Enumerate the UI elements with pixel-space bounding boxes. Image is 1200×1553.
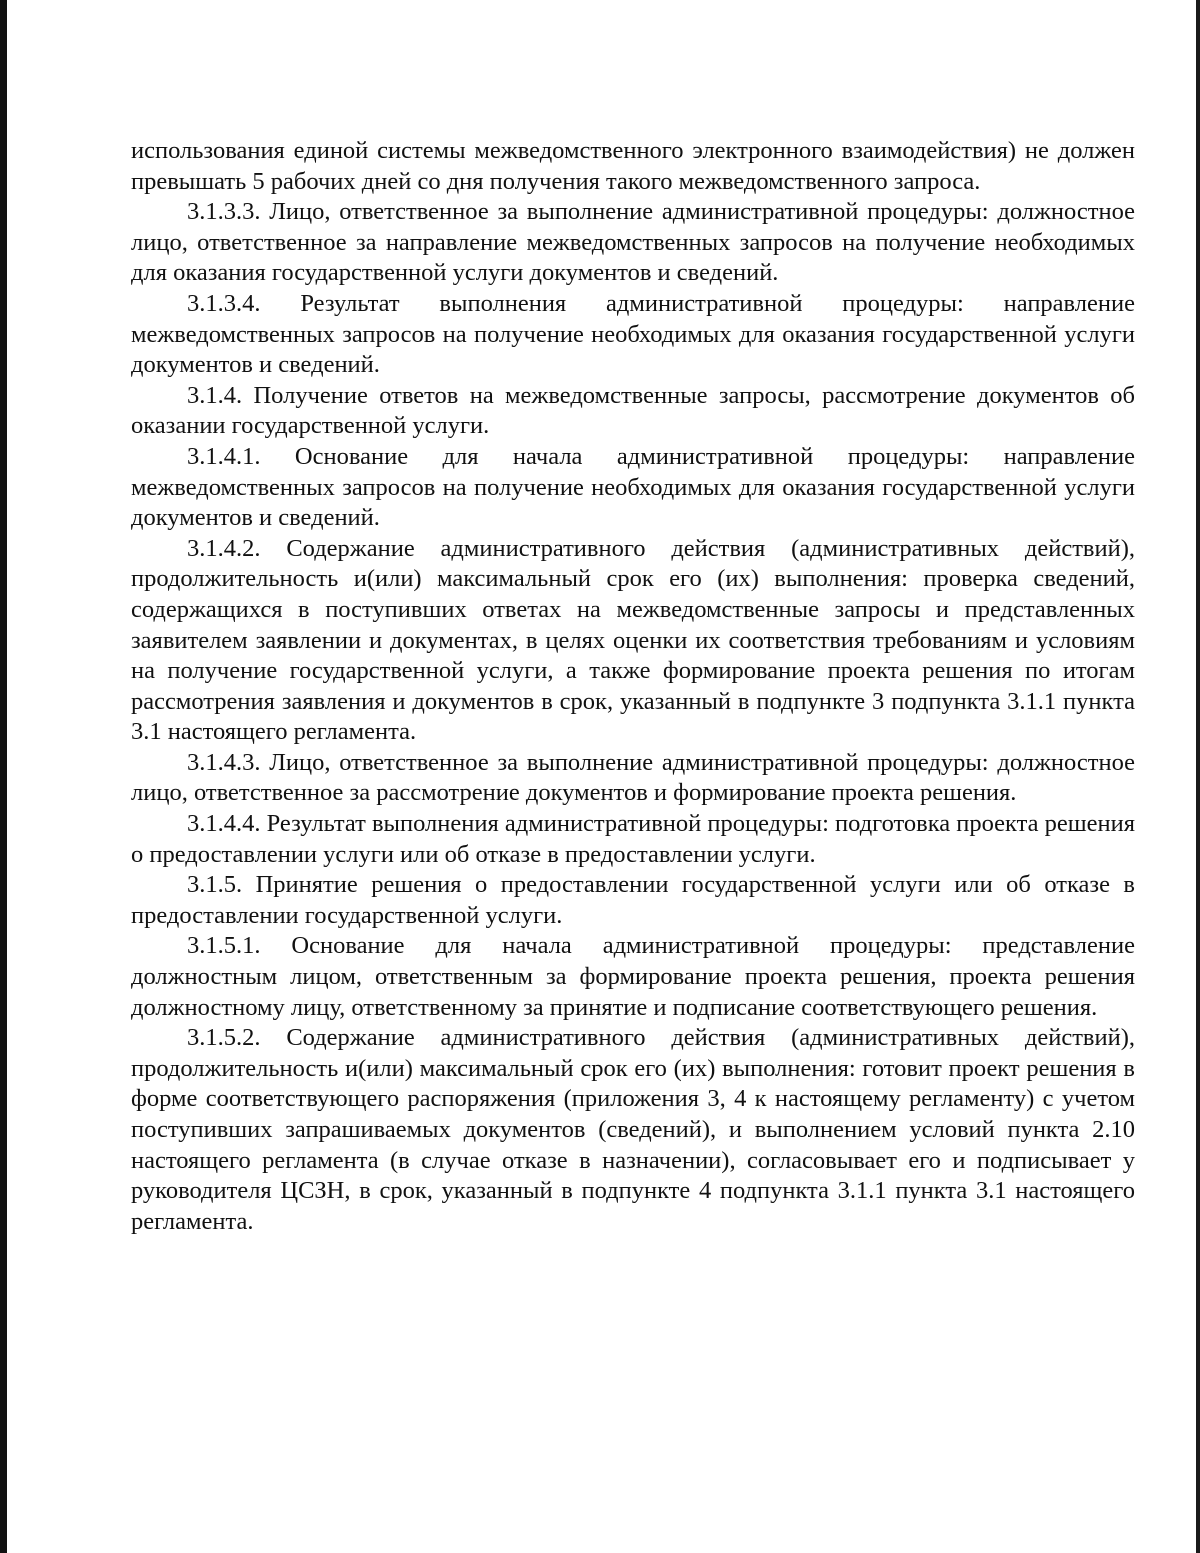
paragraph-3-1-5-2: 3.1.5.2. Содержание административного действия (административных действий), продолжительность и(или) максимальный срок его (их) выполнения: готовит проект решения в форме соответствующего распоряжения (приложения 3, 4 к настоящему регламенту) с учетом поступивших запрашиваемых документов (сведений), и выполнением условий пункта 2.10 настоящего регламента (в случае отказе в назначении), согласовывает его и подписывает у руководителя ЦСЗН, в срок, указанный в подпункте 4 подпункта 3.1.1 пункта 3.1 настоящего регламента. xyxy=(131,1024,1135,1235)
paragraph-3-1-3-4: 3.1.3.4. Результат выполнения административной процедуры: направление межведомственных запросов на получение необходимых для оказания государственной услуги документов и сведений. xyxy=(131,289,1135,379)
scan-edge-right xyxy=(1196,0,1200,1553)
paragraph-3-1-4-2: 3.1.4.2. Содержание административного действия (административных действий), продолжительность и(или) максимальный срок его (их) выполнения: проверка сведений, содержащихся в поступивших ответах на межведомственные запросы и представленных заявителем заявлении и документах, в целях оценки их соответствия требованиям и условиям на получение государственной услуги, а также формирование проекта решения по итогам рассмотрения заявления и документов в срок, указанный в подпункте 3 подпункта 3.1.1 пункта 3.1 настоящего регламента. xyxy=(131,534,1135,746)
document-body xyxy=(131,136,1135,1237)
paragraph-3-1-3-3: 3.1.3.3. Лицо, ответственное за выполнение административной процедуры: должностное лицо, ответственное за направление межведомственных запросов на получение необходимых для оказания государственной услуги документов и сведений. xyxy=(131,198,1135,287)
paragraph-3-1-4: 3.1.4. Получение ответов на межведомственные запросы, рассмотрение документов об оказании государственной услуги. xyxy=(131,381,1135,440)
paragraph-3-1-5-1: 3.1.5.1. Основание для начала административной процедуры: представление должностным лицом, ответственным за формирование проекта решения, проекта решения должностному лицу, ответственному за принятие и подписание соответствующего решения. xyxy=(131,932,1135,1021)
paragraph-3-1-4-1: 3.1.4.1. Основание для начала административной процедуры: направление межведомственных запросов на получение необходимых для оказания государственной услуги документов и сведений. xyxy=(131,442,1135,532)
paragraph-3-1-5: 3.1.5. Принятие решения о предоставлении государственной услуги или об отказе в предоставлении государственной услуги. xyxy=(131,871,1135,929)
paragraph-3-1-4-3: 3.1.4.3. Лицо, ответственное за выполнение административной процедуры: должностное лицо, ответственное за рассмотрение документов и формирование проекта решения. xyxy=(131,748,1135,807)
paragraph-3-1-4-4: 3.1.4.4. Результат выполнения административной процедуры: подготовка проекта решения о предоставлении услуги или об отказе в предоставлении услуги. xyxy=(131,810,1135,868)
paragraph-continuation: использования единой системы межведомственного электронного взаимодействия) не должен превышать 5 рабочих дней со дня получения такого межведомственного запроса. xyxy=(131,137,1135,195)
scan-edge-left xyxy=(0,0,7,1553)
